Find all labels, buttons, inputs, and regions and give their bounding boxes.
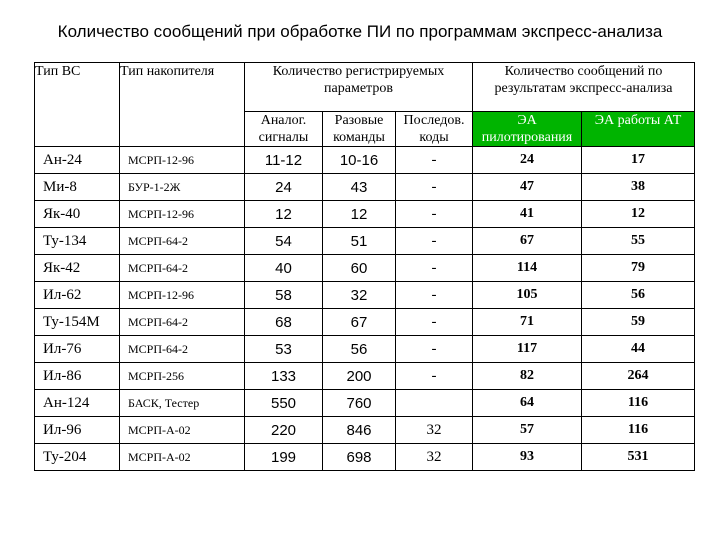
cell-sequential-codes: - [396, 336, 473, 363]
cell-accumulator-type: МСРП-64-2 [120, 255, 245, 282]
messages-table [34, 62, 695, 471]
cell-ea-at: 44 [582, 336, 695, 363]
cell-accumulator-type: МСРП-64-2 [120, 336, 245, 363]
cell-single-commands: 43 [323, 174, 396, 201]
cell-single-commands: 67 [323, 309, 396, 336]
cell-ea-piloting: 41 [473, 201, 582, 228]
cell-analog-signals: 12 [245, 201, 323, 228]
table-row [35, 228, 695, 255]
table-row [35, 147, 695, 174]
cell-analog-signals: 133 [245, 363, 323, 390]
cell-aircraft-type: Ту-154М [35, 309, 120, 336]
cell-sequential-codes: - [396, 201, 473, 228]
header-sequential-codes: Последов. коды [396, 112, 473, 147]
cell-accumulator-type: БАСК, Тестер [120, 390, 245, 417]
cell-aircraft-type: Як-42 [35, 255, 120, 282]
cell-aircraft-type: Ту-134 [35, 228, 120, 255]
cell-ea-piloting: 105 [473, 282, 582, 309]
cell-analog-signals: 68 [245, 309, 323, 336]
cell-analog-signals: 199 [245, 444, 323, 471]
cell-analog-signals: 54 [245, 228, 323, 255]
header-aircraft-type: Тип ВС [35, 63, 120, 147]
cell-ea-at: 116 [582, 390, 695, 417]
cell-sequential-codes: - [396, 255, 473, 282]
cell-accumulator-type: МСРП-А-02 [120, 417, 245, 444]
cell-sequential-codes: 32 [396, 417, 473, 444]
header-registered-params: Количество регистрируемых параметров [245, 63, 473, 112]
table-body [35, 147, 695, 471]
cell-ea-piloting: 93 [473, 444, 582, 471]
cell-analog-signals: 11-12 [245, 147, 323, 174]
table-row [35, 363, 695, 390]
table-row [35, 255, 695, 282]
header-ea-piloting: ЭА пилотирования [473, 112, 582, 147]
cell-ea-at: 56 [582, 282, 695, 309]
cell-analog-signals: 53 [245, 336, 323, 363]
cell-ea-piloting: 114 [473, 255, 582, 282]
cell-single-commands: 32 [323, 282, 396, 309]
cell-aircraft-type: Як-40 [35, 201, 120, 228]
cell-ea-piloting: 24 [473, 147, 582, 174]
table-row [35, 201, 695, 228]
page-title: Количество сообщений при обработке ПИ по программам экспресс-анализа [57, 22, 663, 41]
cell-single-commands: 10-16 [323, 147, 396, 174]
cell-sequential-codes: - [396, 363, 473, 390]
cell-sequential-codes: 32 [396, 444, 473, 471]
cell-aircraft-type: Ан-24 [35, 147, 120, 174]
header-analog-signals: Аналог. сигналы [245, 112, 323, 147]
cell-ea-piloting: 117 [473, 336, 582, 363]
cell-sequential-codes: - [396, 174, 473, 201]
table-row [35, 390, 695, 417]
cell-accumulator-type: МСРП-А-02 [120, 444, 245, 471]
cell-sequential-codes: - [396, 282, 473, 309]
cell-ea-at: 79 [582, 255, 695, 282]
cell-single-commands: 56 [323, 336, 396, 363]
cell-ea-at: 264 [582, 363, 695, 390]
header-accumulator-type: Тип накопителя [120, 63, 245, 147]
cell-aircraft-type: Ил-76 [35, 336, 120, 363]
cell-sequential-codes [396, 390, 473, 417]
cell-accumulator-type: МСРП-64-2 [120, 228, 245, 255]
cell-single-commands: 12 [323, 201, 396, 228]
cell-single-commands: 60 [323, 255, 396, 282]
cell-analog-signals: 40 [245, 255, 323, 282]
cell-accumulator-type: МСРП-12-96 [120, 201, 245, 228]
cell-ea-at: 38 [582, 174, 695, 201]
cell-ea-piloting: 82 [473, 363, 582, 390]
cell-analog-signals: 220 [245, 417, 323, 444]
cell-sequential-codes: - [396, 309, 473, 336]
cell-accumulator-type: БУР-1-2Ж [120, 174, 245, 201]
table-row [35, 282, 695, 309]
cell-aircraft-type: Ту-204 [35, 444, 120, 471]
table-row [35, 309, 695, 336]
cell-analog-signals: 550 [245, 390, 323, 417]
cell-aircraft-type: Ил-86 [35, 363, 120, 390]
header-messages-count: Количество сообщений по результатам экспресс-анализа [473, 63, 695, 112]
cell-single-commands: 846 [323, 417, 396, 444]
cell-sequential-codes: - [396, 147, 473, 174]
table-row [35, 417, 695, 444]
table-row [35, 444, 695, 471]
cell-accumulator-type: МСРП-64-2 [120, 309, 245, 336]
cell-ea-piloting: 47 [473, 174, 582, 201]
cell-ea-piloting: 71 [473, 309, 582, 336]
cell-sequential-codes: - [396, 228, 473, 255]
cell-ea-at: 116 [582, 417, 695, 444]
header-ea-at: ЭА работы АТ [582, 112, 695, 147]
table-row [35, 174, 695, 201]
cell-ea-at: 531 [582, 444, 695, 471]
cell-single-commands: 51 [323, 228, 396, 255]
cell-ea-piloting: 67 [473, 228, 582, 255]
cell-accumulator-type: МСРП-256 [120, 363, 245, 390]
table-row [35, 336, 695, 363]
cell-ea-piloting: 64 [473, 390, 582, 417]
cell-accumulator-type: МСРП-12-96 [120, 147, 245, 174]
cell-accumulator-type: МСРП-12-96 [120, 282, 245, 309]
cell-ea-at: 12 [582, 201, 695, 228]
cell-analog-signals: 24 [245, 174, 323, 201]
cell-single-commands: 698 [323, 444, 396, 471]
cell-single-commands: 200 [323, 363, 396, 390]
cell-ea-at: 17 [582, 147, 695, 174]
cell-single-commands: 760 [323, 390, 396, 417]
cell-ea-at: 59 [582, 309, 695, 336]
cell-aircraft-type: Ил-96 [35, 417, 120, 444]
cell-ea-at: 55 [582, 228, 695, 255]
cell-aircraft-type: Ил-62 [35, 282, 120, 309]
cell-aircraft-type: Ми-8 [35, 174, 120, 201]
cell-aircraft-type: Ан-124 [35, 390, 120, 417]
header-single-commands: Разовые команды [323, 112, 396, 147]
cell-ea-piloting: 57 [473, 417, 582, 444]
cell-analog-signals: 58 [245, 282, 323, 309]
